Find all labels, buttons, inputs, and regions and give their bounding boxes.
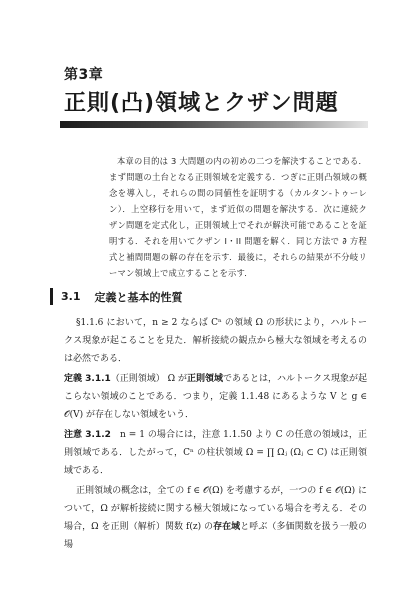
definition-name: （正則領域） [110, 374, 165, 384]
definition-label: 定義 3.1.1 [64, 374, 111, 384]
note-block [64, 426, 367, 480]
chapter-abstract [109, 153, 367, 281]
paragraph-2 [64, 482, 367, 554]
chapter-title: 正則(凸)領域とクザン問題 [64, 91, 339, 116]
note-text-line [64, 426, 367, 480]
definition-text [64, 370, 367, 424]
paragraph-2-before: 正則領域の概念は，全ての f ∈ 𝒪(Ω) を考慮するが，一つの f ∈ 𝒪(Ω) について，Ω が解析接続に関する極大領域になっている場合を考える．その場合，Ω を正則（解析）関数 f(z) の [64, 486, 367, 532]
definition-block [64, 370, 367, 424]
definition-after: であるとは，ハルトークス現象が起こらない領域のことである．つまり，定義 1.1.48 にあるような V と g ∈ 𝒪(V) が存在しない領域をいう． [64, 374, 367, 420]
paragraph-2-term: 存在域 [213, 522, 241, 532]
paragraph-2-text [64, 482, 367, 554]
note-label: 注意 3.1.2 [64, 430, 111, 440]
note-text: n = 1 の場合には，注意 1.1.50 より C の任意の領域は，正則領域である．したがって，Cⁿ の柱状領域 Ω = ∏ Ωⱼ (Ωⱼ ⊂ C) は正則領域である． [64, 430, 367, 476]
definition-before: Ω が [167, 374, 187, 384]
title-rule [60, 121, 368, 128]
abstract-text: 本章の目的は 3 大問題の内の初めの二つを解決することである．まず問題の土台となる正則領域を定義する．つぎに正則凸領域の概念を導入し，それらの間の同値性を証明する（カルタン-トゥーレン）．上空移行を用いて，まず近似の問題を解決する．次に連続クザン問題を定式化し，正則領域上でそれが解決可能であることを証明する．それを用いてクザン I・II 問題を解く．同じ方法で ∂̄ 方程式と補間問題の解の存在を示す．最後に，それらの結果が不分岐リーマン領域上で成立することを示す． [109, 156, 367, 278]
chapter-label: 第3章 [64, 67, 104, 83]
section-number: 3.1 [61, 290, 81, 303]
definition-term: 正則領域 [187, 374, 224, 384]
paragraph-1 [64, 314, 367, 368]
paragraph-2-after: と呼ぶ（多価関数を扱う一般の場 [64, 522, 367, 550]
section-bar [50, 288, 53, 305]
paragraph-1-text: §1.1.6 において，n ≥ 2 ならば Cⁿ の領域 Ω の形状により，ハルトークス現象が起こることを見た．解析接続の観点から極大な領域を考えるのは必然である． [64, 318, 367, 364]
section-heading [50, 288, 183, 305]
section-title: 定義と基本的性質 [94, 290, 183, 304]
